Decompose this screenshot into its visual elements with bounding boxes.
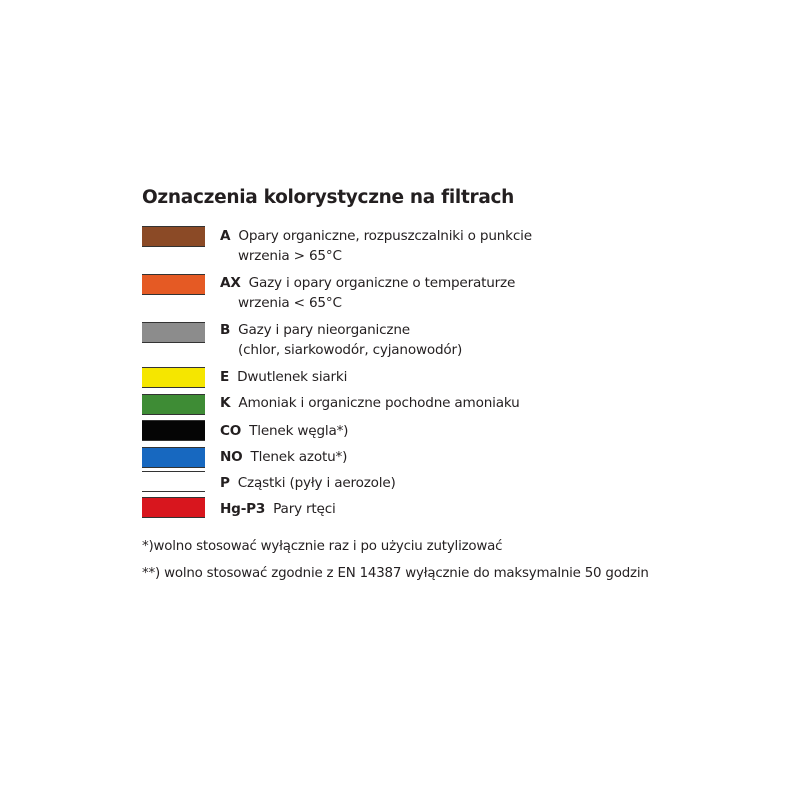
filter-code: AX [220, 275, 241, 291]
color-swatch-e [142, 367, 205, 388]
color-swatch-b [142, 322, 205, 343]
color-swatch-hg-p3 [142, 497, 205, 518]
legend-item [220, 320, 462, 360]
filter-description: Gazy i opary organiczne o temperaturze [248, 275, 516, 291]
filter-code: P [220, 475, 230, 491]
filter-description: Pary rtęci [273, 501, 336, 517]
filter-description: Cząstki (pyły i aerozole) [237, 475, 396, 491]
footnote-2: **) wolno stosować zgodnie z EN 14387 wyłącznie do maksymalnie 50 godzin [142, 566, 649, 581]
filter-code: CO [220, 423, 242, 439]
legend-item [220, 273, 515, 313]
footnote-1: *)wolno stosować wyłącznie raz i po użyciu zutylizować [142, 539, 503, 554]
legend-item [220, 393, 520, 413]
legend-item [220, 367, 347, 387]
filter-code: K [220, 395, 231, 411]
filter-code: A [220, 228, 231, 244]
filter-description-cont: (chlor, siarkowodór, cyjanowodór) [238, 342, 463, 358]
color-swatch-a [142, 226, 205, 247]
filter-code: E [220, 369, 230, 385]
color-swatch-p [142, 471, 205, 492]
filter-description: Tlenek azotu*) [250, 449, 348, 465]
legend-item [220, 447, 347, 467]
legend-item [220, 421, 348, 441]
color-swatch-no [142, 447, 205, 468]
legend-title: Oznaczenia kolorystyczne na filtrach [142, 187, 515, 208]
color-swatch-k [142, 394, 205, 415]
color-swatch-co [142, 420, 205, 441]
legend-item [220, 473, 396, 493]
filter-description: Gazy i pary nieorganiczne [238, 322, 410, 338]
filter-description-cont: wrzenia > 65°C [238, 248, 342, 264]
filter-description: Dwutlenek siarki [237, 369, 348, 385]
filter-code: NO [220, 449, 243, 465]
legend-item [220, 499, 336, 519]
filter-description: Opary organiczne, rozpuszczalniki o punkcie [238, 228, 532, 244]
filter-code: B [220, 322, 231, 338]
color-swatch-ax [142, 274, 205, 295]
legend-item [220, 226, 532, 266]
filter-description: Tlenek węgla*) [249, 423, 349, 439]
filter-code: Hg-P3 [220, 501, 266, 517]
filter-description-cont: wrzenia < 65°C [238, 295, 342, 311]
filter-description: Amoniak i organiczne pochodne amoniaku [238, 395, 520, 411]
